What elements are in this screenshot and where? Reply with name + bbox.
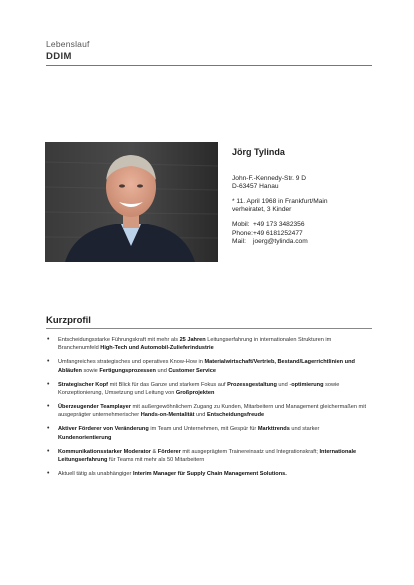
mobile-number[interactable]: +49 173 3482356 bbox=[253, 220, 305, 228]
header-divider bbox=[46, 65, 372, 66]
portrait-image bbox=[45, 142, 218, 262]
mail-address[interactable]: joerg@tylinda.com bbox=[253, 238, 308, 246]
address-block bbox=[232, 175, 382, 192]
phone-number[interactable]: +49 6181252477 bbox=[253, 229, 303, 237]
summary-item: • Kommunikationsstarker Moderator & Förderer mit ausgeprägtem Trainereinsatz und Integrationskraft; Internationale Leitungserfahrung für Teams mit mehr als 50 Mitarbeitern bbox=[46, 448, 372, 465]
summary-item: • Überzeugender Teamplayer mit außergewöhnlichem Zugang zu Kunden, Mitarbeitern und Management gleichermaßen mit ausgeprägter unternehmerischer Hands-on-Mentalität und Entscheidungsfreude bbox=[46, 403, 372, 420]
summary-item: • Aktiver Förderer von Veränderung im Team und Unternehmen, mit Gespür für Markttrends und starker Kundenorientierung bbox=[46, 425, 372, 442]
contact-block bbox=[232, 148, 382, 253]
summary-list bbox=[46, 336, 372, 484]
mail-label: Mail: bbox=[232, 238, 246, 246]
phone-row bbox=[232, 230, 382, 239]
portrait-photo bbox=[45, 142, 218, 262]
person-name: Jörg Tylinda bbox=[232, 147, 285, 157]
phone-label: Phone: bbox=[232, 229, 253, 237]
mail-row bbox=[232, 238, 382, 247]
summary-divider bbox=[46, 328, 372, 329]
document-header bbox=[46, 39, 372, 66]
contact-details bbox=[232, 221, 382, 247]
document-label: Lebenslauf bbox=[46, 39, 90, 49]
mobile-row bbox=[232, 221, 382, 230]
address-street: John-F.-Kennedy-Str. 9 D bbox=[232, 174, 307, 182]
document-title: DDIM bbox=[46, 51, 72, 62]
summary-item: • Strategischer Kopf mit Blick für das Ganze und starkem Fokus auf Prozessgestaltung und -optimierung sowie Konzeptionierung, Umsetzung und Leitung von Großprojekten bbox=[46, 381, 372, 398]
summary-item: • Umfangreiches strategisches und operatives Know-How in Materialwirtschaft/Vertrieb, Bestand/Lagerrichtlinien und Abläufen sowie Fertigungsprozessen und Customer Service bbox=[46, 358, 372, 375]
mobile-label: Mobil: bbox=[232, 220, 250, 228]
personal-block bbox=[232, 198, 382, 215]
summary-title: Kurzprofil bbox=[46, 315, 91, 326]
summary-item: • Aktuell tätig als unabhängiger Interim Manager für Supply Chain Management Solutions. bbox=[46, 470, 372, 478]
summary-section-header bbox=[46, 315, 372, 329]
birth-info: * 11. April 1968 in Frankfurt/Main bbox=[232, 197, 328, 205]
summary-item: • Entscheidungsstarke Führungskraft mit mehr als 25 Jahren Leitungserfahrung in internationalen Strukturen im Branchenumfeld High-Tech und Automobil-Zulieferindustrie bbox=[46, 336, 372, 353]
family-info: verheiratet, 3 Kinder bbox=[232, 206, 292, 214]
address-city: D-63457 Hanau bbox=[232, 183, 279, 191]
